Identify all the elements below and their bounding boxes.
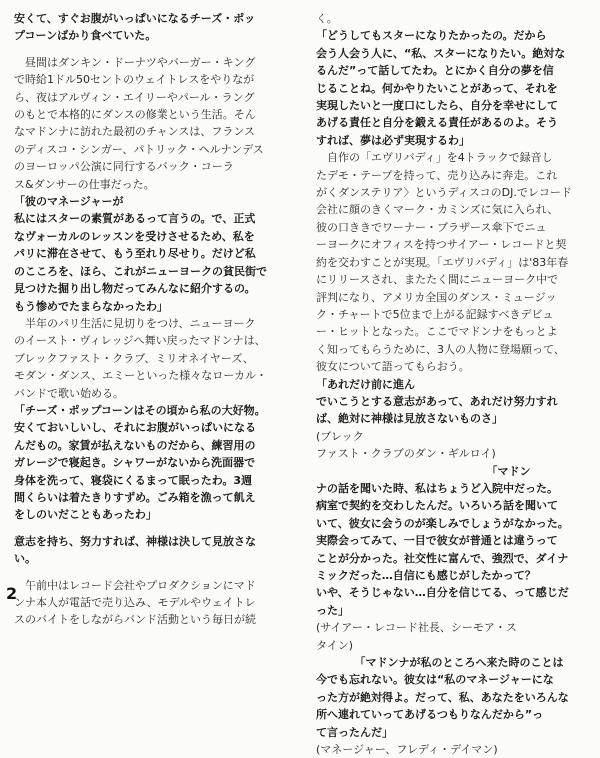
quote-paragraph: 「どうしてもスターになりたかったの。だから 会う人会う人に、“私、スターになりたい。絶対な るんだ”って話してたわ。とにかく自分の夢を信 じることね。何かやりたいことがあって、それを 実現したいと一度口にしたら、自分を幸せにして あげる責任と自分を鍛える責任があるのよ。そう すれば、夢は必ず実現するわ」 xyxy=(316,29,566,147)
paragraph-gap xyxy=(14,568,304,577)
quote-paragraph: 「マドン ナの話を聞いた時、私はちょうど入院中だった。 病室で契約を交わしたんだ。いろいろ話を聞いて いて、彼女に会うのが楽しみでしょうがなかった。 実際会ってみて、一目で彼女が普通とは違うって ことが分かった。社交性に富んで、強烈で、ダイナ ミックだった…自信にも感じがしたかって？ いや、そうじゃない…自分を信じてる、って感じだ った」 xyxy=(316,464,569,617)
body-paragraph: く。 xyxy=(316,12,338,25)
page-number: 2 xyxy=(6,584,18,603)
quote-paragraph: 「彼のマネージャーが 私にはスターの素質があるって言うの。で、正式 なヴォーカルのレッスンを受けさせるため、私を パリに滞在させて、もう至れり尽せり。だけど私 のこころを、ほら、これがニューヨークの貧民街で 見つけた掘り出し物だってみんなに紹介するの。 もう惨めでたまらなかったわ」 xyxy=(14,195,267,313)
body-paragraph: (マネージャー、フレディ・デイマン) xyxy=(316,743,498,757)
body-paragraph: 昼間はダンキン・ドーナツやバーガー・キング で時給1ドル50セントのウェイトレスをやりなが ら、夜はアルヴィン・エイリーやパール・ラング のもとで本格的にダンスの修業という生活。そん なマドンナに訪れた最初のチャンスは、フランス のディスコ・シンガー、パトリック・ヘルナンデス のヨーロッパ公演に同行するバック・コーラ ス&ダンサーの仕事だった。 xyxy=(14,55,264,191)
body-paragraph: 午前中はレコード会社やプロダクションにマド ンナ本人が電話で売り込み、モデルやウェイトレ スのバイトをしながらバンド活動という毎日が続 xyxy=(14,578,256,627)
body-paragraph: (サイアー・レコード社長、シーモア・ス タイン) xyxy=(316,621,517,652)
body-paragraph: 半年のパリ生活に見切りをつけ、ニューヨーク のイースト・ヴィレッジへ舞い戻ったマドンナは、 ブレックファスト・クラブ、ミリオネイヤーズ、 モダン・ダンス、エミーといった様々なローカル・ バンドで歌い始める。 xyxy=(14,316,267,400)
right-text-column xyxy=(316,10,594,757)
body-paragraph: 自作の「エヴリバディ」を4トラックで録音し たデモ・テープを持って、売り込みに奔走。これ がくダンステリア〉というディスコのDJ.でレコード 会社に顔のきくマーク・カミンズに気に入られ、 彼の口ききでワーナー・ブラザース傘下でニュ ーヨークにオフィスを持つサイアー・レコードと契 約を交わすことが実現。「エヴリバディ」は'83年春 にリリースされ、またたく間にニューヨーク中で 評判になり、アメリカ全国のダンス・ミュージッ ク・チャートで5位まで上がる記録すべきデビュ ー・ヒットとなった。ここでマドンナをもっとよ く知ってもらうために、3人の人物に登場願って、 彼女について語ってもらおう。 xyxy=(316,151,572,374)
left-text-column xyxy=(14,10,304,627)
paragraph-gap xyxy=(14,524,304,533)
body-paragraph: (ブレック ファスト・クラブのダン・ギルロイ) xyxy=(316,429,496,461)
quote-paragraph: 「あれだけ前に進ん でいこうとする意志があって、あれだけ努力すれ ば、絶対に神様は見放さないものさ」 xyxy=(316,377,558,426)
quote-paragraph: 安くて、すぐお腹がいっぱいになるチーズ・ポッ プコーンばかり食べていた。 xyxy=(14,12,256,43)
paragraph-gap xyxy=(14,45,304,54)
quote-paragraph: 意志を持ち、努力すれば、神様は決して見放さな い。 xyxy=(14,534,256,566)
quote-paragraph: 「チーズ・ポップコーンはその頃から私の大好物。 安くておいしいし、それにお腹がいっぱいになる んだもの。家賃が払えないものだから、練習用の ガレージで寝起き。シャワーがないから洗面器で 身体を洗って、寝袋にくるまって眠ったわ。3週 間くらいは着たきりすずめ。ごみ箱を漁って飢え をしのいだこともあったわ」 xyxy=(14,403,266,522)
quote-paragraph: 「マドンナが私のところへ来た時のことは 今でも忘れない。彼女は“私のマネージャーにな った方が絶対得よ。だって、私、あなたをいろんな 所へ連れていってあげるつもりなんだから”っ て言ったんだ」 xyxy=(316,656,569,739)
